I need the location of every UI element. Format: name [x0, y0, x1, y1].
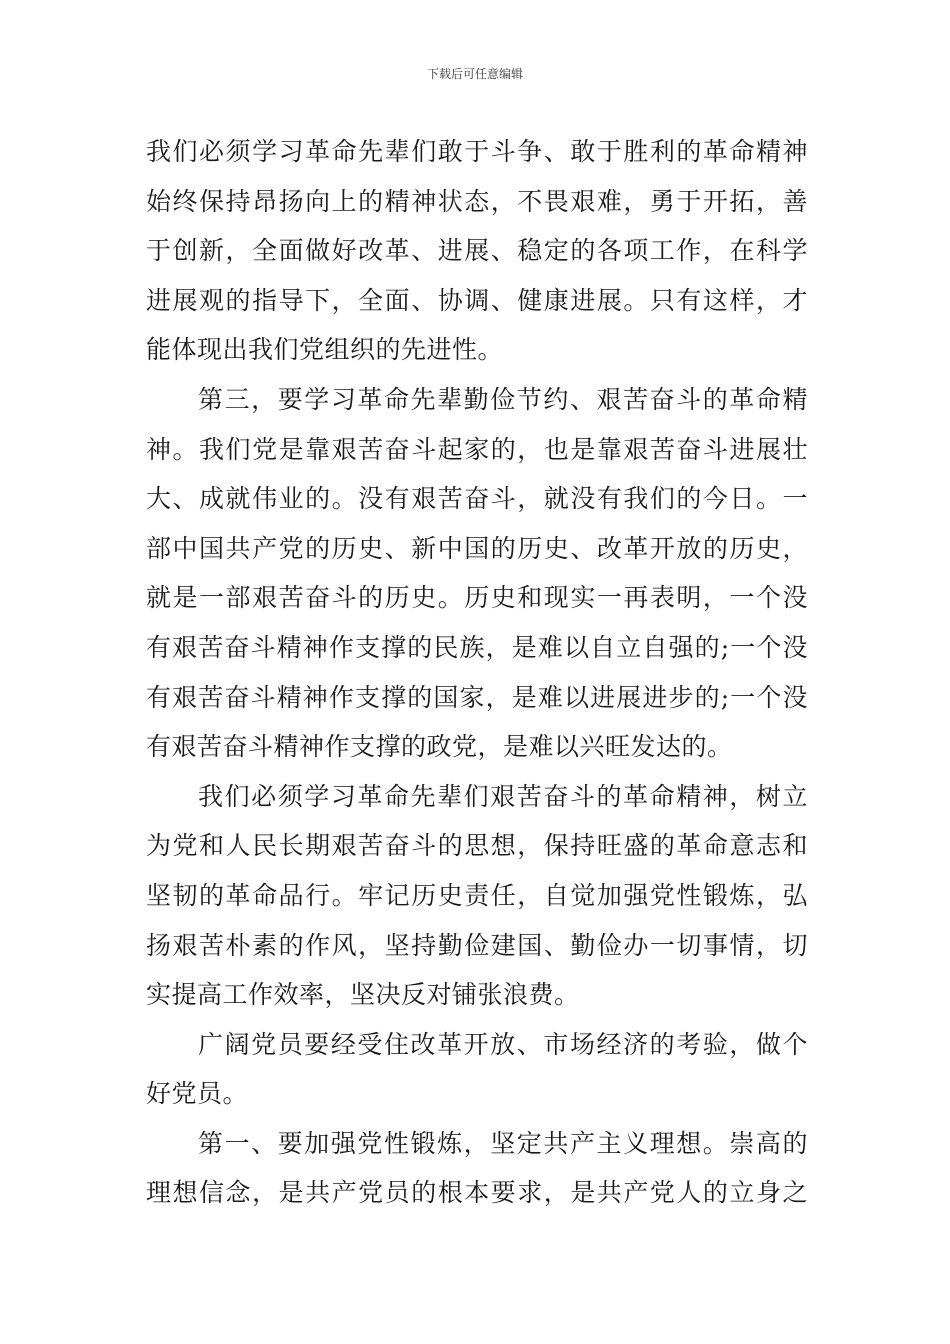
text-line: 有艰苦奋斗精神作支撑的国家，是难以进展进步的;一个没 — [146, 682, 808, 712]
paragraph — [146, 772, 808, 1020]
paragraph — [146, 375, 808, 772]
text-line: 广阔党员要经受住改革开放、市场经济的考验，做个 — [198, 1029, 808, 1059]
text-line: 于创新，全面做好改革、进展、稳定的各项工作，在科学 — [146, 236, 808, 266]
text-line: 坚韧的革命品行。牢记历史责任，自觉加强党性锻炼，弘 — [146, 880, 808, 910]
text-line: 第三，要学习革命先辈勤俭节约、艰苦奋斗的革命精 — [198, 384, 808, 414]
text-line: 实提高工作效率，坚决反对铺张浪费。 — [146, 980, 580, 1010]
document-body — [146, 127, 808, 1218]
paragraph — [146, 1119, 808, 1218]
text-line: 能体现出我们党组织的先进性。 — [146, 335, 504, 365]
text-line: 为党和人民长期艰苦奋斗的思想，保持旺盛的革命意志和 — [146, 831, 808, 861]
text-line: 部中国共产党的历史、新中国的历史、改革开放的历史， — [146, 533, 808, 563]
text-line: 我们必须学习革命先辈们艰苦奋斗的革命精神，树立 — [198, 781, 808, 811]
paragraph — [146, 127, 808, 375]
paragraph — [146, 1020, 808, 1119]
text-line: 神。我们党是靠艰苦奋斗起家的，也是靠艰苦奋斗进展壮 — [146, 434, 808, 464]
text-line: 就是一部艰苦奋斗的历史。历史和现实一再表明，一个没 — [146, 583, 808, 613]
text-line: 我们必须学习革命先辈们敢于斗争、敢于胜利的革命精神 — [146, 137, 808, 166]
text-line: 大、成就伟业的。没有艰苦奋斗，就没有我们的今日。一 — [146, 484, 808, 514]
text-line: 扬艰苦朴素的作风，坚持勤俭建国、勤俭办一切事情，切 — [146, 930, 808, 960]
text-line: 理想信念，是共产党员的根本要求，是共产党人的立身之 — [146, 1178, 808, 1208]
text-line: 有艰苦奋斗精神作支撑的政党，是难以兴旺发达的。 — [146, 732, 733, 762]
text-line: 有艰苦奋斗精神作支撑的民族，是难以自立自强的;一个没 — [146, 632, 808, 662]
page-header: 下载后可任意编辑 — [426, 67, 523, 81]
text-line: 好党员。 — [146, 1079, 249, 1109]
text-line: 第一、要加强党性锻炼，坚定共产主义理想。崇高的 — [198, 1128, 808, 1158]
text-line: 进展观的指导下，全面、协调、健康进展。只有这样，才 — [146, 285, 808, 315]
text-line: 始终保持昂扬向上的精神状态，不畏艰难，勇于开拓，善 — [146, 186, 808, 216]
